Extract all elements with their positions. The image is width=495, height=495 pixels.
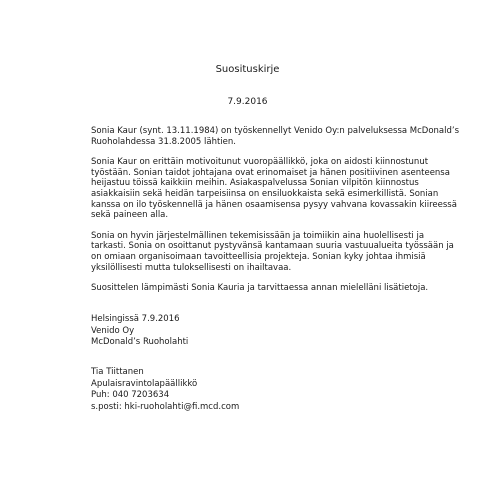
paragraph-line: Sonia Kaur on erittäin motivoitunut vuoropäällikkö, joka on aidosti kiinnostunut (91, 157, 429, 168)
paragraph-line: Suosittelen lämpimästi Sonia Kauria ja tarvittaessa annan mielelläni lisätietoja. (91, 283, 429, 294)
paragraph-line: työstään. Sonian taidot johtajana ovat erinomaiset ja hänen positiivinen asenteensa (91, 167, 450, 178)
paragraph-line: asiakkaisiin sekä heidän tarpeisiinsa on ensiluokkaista sekä esimerkillistä. Sonian (91, 188, 439, 199)
paragraph-line: on omiaan organisoimaan tavoitteellisia projekteja. Sonian kyky johtaa ihmisiä (91, 251, 426, 262)
paragraph-line: sekä paineen alla. (91, 210, 169, 221)
contact-name: Tia Tiittanen (91, 367, 144, 377)
paragraph-line: Sonia Kaur (synt. 13.11.1984) on työskennellyt Venido Oy:n palveluksessa McDonald’s (91, 126, 460, 136)
contact-email: s.posti: hki-ruoholahti@fi.mcd.com (91, 401, 240, 412)
paragraph-line: yksilöllisesti mutta tuloksellisesti on ihailtavaa. (91, 262, 292, 273)
paragraph-4 (91, 283, 429, 294)
paragraph-line: tarkasti. Sonia on osoittanut pystyvänsä kantamaan suuria vastuualueita työssään ja (91, 241, 454, 252)
signature-place-date: Helsingissä 7.9.2016 (91, 314, 180, 324)
signature-company: Venido Oy (91, 325, 135, 336)
paragraph-3 (91, 230, 454, 273)
document-date: 7.9.2016 (227, 97, 268, 107)
paragraph-1 (91, 126, 460, 147)
contact-phone: Puh: 040 7203634 (91, 390, 170, 400)
document-title: Suosituskirje (215, 64, 280, 75)
signature-unit: McDonald’s Ruoholahti (91, 337, 189, 347)
paragraph-line: kanssa on ilo työskennellä ja hänen osaamisensa pysyy vahvana kovassakin kiireessä (91, 199, 457, 210)
paragraph-line: Sonia on hyvin järjestelmällinen tekemisissään ja toimiikin aina huolellisesti ja (91, 230, 425, 241)
signature-block (91, 314, 188, 349)
contact-block (91, 367, 239, 413)
paragraph-line: heijastuu töissä kaikkiin meihin. Asiakaspalvelussa Sonian vilpitön kiinnostus (91, 178, 419, 189)
contact-role: Apulaisravintolapäällikkö (91, 378, 198, 389)
letter-body (91, 126, 460, 304)
paragraph-line: Ruoholahdessa 31.8.2005 lähtien. (91, 136, 236, 147)
paragraph-2 (91, 157, 457, 221)
